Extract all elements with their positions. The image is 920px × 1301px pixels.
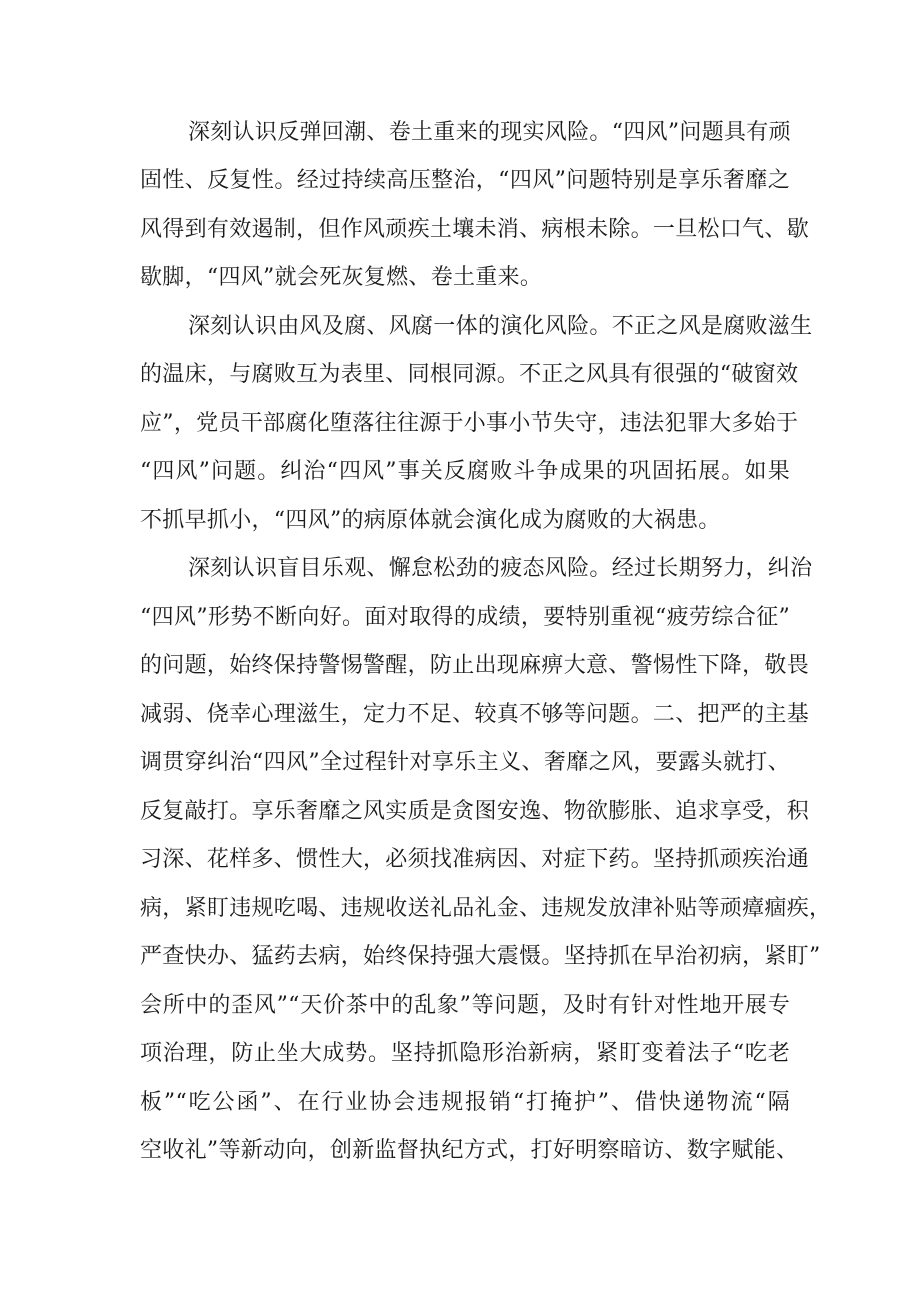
paragraph-1-line-3: 风得到有效遏制，但作风顽疾土壤未消、病根未除。一旦松口气、歇 bbox=[140, 217, 810, 242]
paragraph-2-line-3: 应”，党员干部腐化堕落往往源于小事小节失守，违法犯罪大多始于 bbox=[140, 411, 799, 436]
paragraph-3-line-12: 板”“吃公函”、在行业协会违规报销“打掩护”、借快递物流“隔 bbox=[140, 1090, 790, 1115]
paragraph-2-line-1: 深刻认识由风及腐、风腐一体的演化风险。不正之风是腐败滋生 bbox=[188, 314, 813, 339]
paragraph-3-line-7: 习深、花样多、惯性大，必须找准病因、对症下药。坚持抓顽疾治通 bbox=[140, 847, 810, 872]
paragraph-1-line-1: 深刻认识反弹回潮、卷土重来的现实风险。“四风”问题具有顽 bbox=[188, 120, 791, 145]
paragraph-3-line-13: 空收礼”等新动向，创新监督执纪方式，打好明察暗访、数字赋能、 bbox=[140, 1138, 799, 1163]
paragraph-3-line-11: 项治理，防止坐大成势。坚持抓隐形治新病，紧盯变着法子“吃老 bbox=[140, 1041, 790, 1066]
paragraph-3-line-4: 减弱、侥幸心理滋生，定力不足、较真不够等问题。二、把严的主基 bbox=[140, 702, 810, 727]
paragraph-3-line-9: 严查快办、猛药去病，始终保持强大震慑。坚持抓在早治初病，紧盯” bbox=[140, 944, 821, 969]
paragraph-3-line-6: 反复敲打。享乐奢靡之风实质是贪图安逸、物欲膨胀、追求享受，积 bbox=[140, 799, 810, 824]
paragraph-2-line-4: “四风”问题。纠治“四风”事关反腐败斗争成果的巩固拓展。如果 bbox=[140, 459, 790, 484]
paragraph-3-line-10: 会所中的歪风”“天价茶中的乱象”等问题，及时有针对性地开展专 bbox=[140, 993, 790, 1018]
paragraph-3-line-2: “四风”形势不断向好。面对取得的成绩，要特别重视“疲劳综合征” bbox=[140, 605, 790, 630]
paragraph-2-line-5: 不抓早抓小，“四风”的病原体就会演化成为腐败的大祸患。 bbox=[140, 508, 721, 533]
paragraph-3-line-5: 调贯穿纠治“四风”全过程针对享乐主义、奢靡之风，要露头就打、 bbox=[140, 750, 790, 775]
paragraph-3-line-3: 的问题，始终保持警惕警醒，防止出现麻痹大意、警惕性下降，敬畏 bbox=[140, 653, 810, 678]
paragraph-2-line-2: 的温床，与腐败互为表里、同根同源。不正之风具有很强的“破窗效 bbox=[140, 362, 799, 387]
paragraph-1-line-4: 歇脚，“四风”就会死灰复燃、卷土重来。 bbox=[140, 265, 543, 290]
paragraph-1-line-2: 固性、反复性。经过持续高压整治，“四风”问题特别是享乐奢靡之 bbox=[140, 168, 790, 193]
paragraph-3-line-8: 病，紧盯违规吃喝、违规收送礼品礼金、违规发放津补贴等顽瘴痼疾， bbox=[140, 896, 832, 921]
paragraph-3-line-1: 深刻认识盲目乐观、懈怠松劲的疲态风险。经过长期努力，纠治 bbox=[188, 556, 813, 581]
